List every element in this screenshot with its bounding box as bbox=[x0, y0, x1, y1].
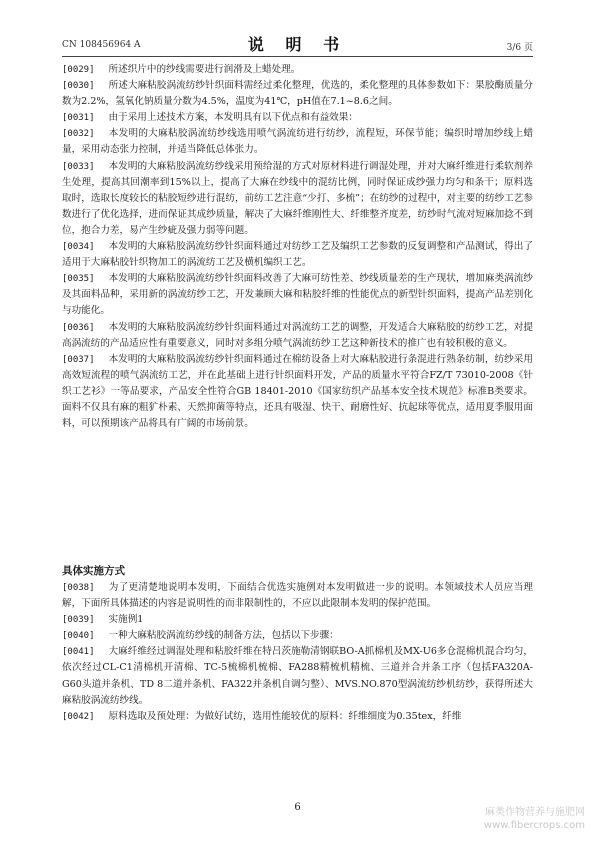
paragraph bbox=[62, 126, 533, 158]
paragraph-text: 原料选取及预处理：为做好试纺，选用性能较优的原料：纤维细度为0.35tex，纤维 bbox=[108, 710, 462, 722]
paragraph bbox=[62, 352, 533, 432]
paragraph-text: 所述大麻粘胶涡流纺纱针织面料需经过柔化整理，优选的，柔化整理的具体参数如下：果胶酶质量分数为2.2%，氢氧化钠质量分数为4.5%，温度为41℃，pH值在7.1~8.6之间。 bbox=[62, 80, 533, 108]
paragraph-number: [0039] bbox=[62, 615, 95, 626]
paragraph-text: 所述织片中的纱线需要进行润滑及上蜡处理。 bbox=[108, 64, 301, 75]
paragraph-number: [0042] bbox=[62, 711, 95, 722]
header-rule bbox=[62, 56, 533, 57]
doc-title: 说 明 书 bbox=[247, 35, 348, 54]
paragraph-text: 实施例1 bbox=[108, 614, 144, 626]
paragraph bbox=[62, 78, 533, 110]
paragraph-number: [0032] bbox=[62, 129, 95, 140]
paragraph bbox=[62, 644, 533, 708]
paragraph-number: [0038] bbox=[62, 583, 95, 593]
doc-number: CN 108456964 A bbox=[62, 40, 141, 50]
paragraph-text: 由于采用上述技术方案，本发明具有以下优点和有益效果： bbox=[108, 112, 358, 124]
paragraph bbox=[62, 320, 533, 352]
paragraph-text: 本发明的大麻粘胶涡流纺纱针织面料改善了大麻可纺性差、纱线质量差的生产现状，增加麻类涡流纱及其面料品种，采用新的涡流纺纱工艺，开发兼顾大麻和粘胶纤维的性能优点的新型针织面料，提高产品差别化与功能化。 bbox=[62, 273, 533, 317]
embodiment-paragraphs bbox=[62, 580, 533, 725]
paragraph-text: 本发明的大麻粘胶涡流纺纱线采用预给湿的方式对原材料进行调湿处理，并对大麻纤维进行柔软剂养生处理，提高其回潮率到15%以上，提高了大麻在纱线中的混纺比例，同时保证成纱强力均匀和条干；原料选取时，选取长度较长的粘胶短纱进行混纺，前纺工艺注意“少打、多梳”；在纺纱的过程中，对主要的纺纱工艺参数进行了优化选择，进而保证其成纱质量，解决了大麻纤维刚性大、纤维整齐度差，纺纱时气流对短麻加捻不到位，抱合力差，易产生纱疵及强力弱等问题。 bbox=[62, 160, 533, 236]
paragraph-text: 为了更清楚地说明本发明，下面结合优选实施例对本发明做进一步的说明。本领域技术人员应当理解，下面所具体描述的内容是说明性的而非限制性的，不应以此限制本发明的保护范围。 bbox=[62, 582, 533, 610]
paragraph-number: [0033] bbox=[62, 161, 95, 172]
paragraph-number: [0034] bbox=[62, 242, 95, 253]
paragraph-text: 一种大麻粘胶涡流纺纱线的制备方法，包括以下步骤： bbox=[108, 630, 339, 642]
paragraph-text: 本发明的大麻粘胶涡流纺纱线选用喷气涡流纺进行纺纱，流程短，环保节能；编织时增加纱线上蜡量，采用动态张力控制，并适当降低总体张力。 bbox=[62, 128, 533, 156]
paragraph-number: [0041] bbox=[62, 647, 95, 658]
paragraph-text: 本发明的大麻粘胶涡流纺纱针织面料通过在棉纺设备上对大麻粘胶进行条混进行熟条纺制，纺纱采用高效短流程的喷气涡流纺工艺，并在此基础上进行针织面料开发，产品的质量水平符合FZ/T 73010-2008《针织工艺衫》一等品要求，产品安全性符合GB 18401-2010《国家纺织产品基本安全技术规范》标准B类要求。面料不仅具有麻的粗犷朴素、天然抑菌等特点，还具有吸湿、快干、耐磨性好、抗起球等优点，适用夏季服用面料，可以预期该产品将具有广阔的市场前景。 bbox=[62, 353, 533, 430]
paragraph bbox=[62, 580, 533, 612]
paragraph-number: [0040] bbox=[62, 631, 95, 642]
paragraph bbox=[62, 271, 533, 319]
paragraph-number: [0036] bbox=[62, 322, 95, 333]
paragraph bbox=[62, 239, 533, 271]
paragraph bbox=[62, 110, 533, 126]
watermark-url: www.fibercrops.com bbox=[483, 820, 585, 831]
paragraph-text: 本发明的大麻粘胶涡流纺纱针织面料通过对涡流纺工艺的调整，开发适合大麻粘胶的纺纱工艺，对提高涡流纺的产品适应性有重要意义，同时对多组分喷气涡流纺纱工艺这种新技术的推广也有较积极的意义。 bbox=[62, 321, 533, 349]
paragraph bbox=[62, 62, 533, 78]
paragraph-number: [0030] bbox=[62, 81, 95, 92]
paragraph-number: [0037] bbox=[62, 354, 95, 365]
paragraph bbox=[62, 612, 533, 628]
body-paragraphs bbox=[62, 62, 533, 432]
page-indicator: 3/6 页 bbox=[506, 43, 533, 53]
paragraph-text: 本发明的大麻粘胶涡流纺纱针织面料通过对纺纱工艺及编织工艺参数的反复调整和产品测试，得出了适用于大麻粘胶针织物加工的涡流纺工艺及横机编织工艺。 bbox=[62, 241, 533, 269]
watermark bbox=[484, 806, 585, 832]
paragraph-number: [0035] bbox=[62, 274, 95, 285]
paragraph bbox=[62, 628, 533, 644]
watermark-cn: 麻类作物营养与施肥网 bbox=[485, 807, 585, 818]
page-header bbox=[62, 30, 533, 56]
paragraph-number: [0029] bbox=[62, 65, 95, 75]
paragraph bbox=[62, 709, 533, 725]
paragraph-text: 大麻纤维经过调湿处理和粘胶纤维在特吕茨施勒清钢联BO-A抓棉机及MX-U6多仓混棉机混合均匀，依次经过CL-C1清棉机开清棉、TC-5梳棉机梳棉、FA288精梳机精梳、三道并合并条工序（包括FA320A-G60头道并条机、TD 8二道并条机、FA322并条机自调匀整）、MVS.NO.870型涡流纺纱机纺纱，获得所述大麻粘胶涡流纺纱线。 bbox=[62, 646, 533, 706]
page-number: 6 bbox=[294, 802, 301, 813]
paragraph-number: [0031] bbox=[62, 113, 95, 124]
paragraph bbox=[62, 159, 533, 239]
section-title: 具体实施方式 bbox=[62, 565, 125, 577]
